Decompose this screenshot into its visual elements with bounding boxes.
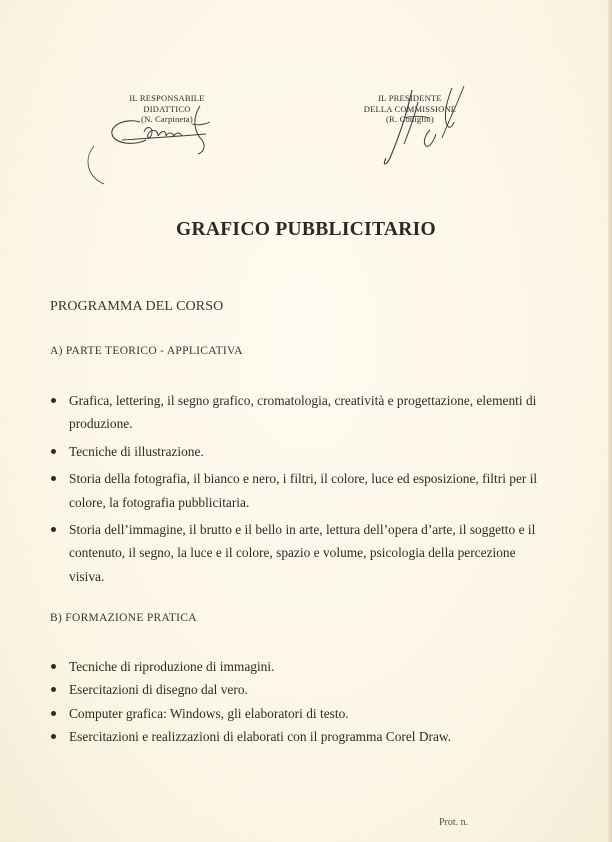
list-item	[51, 440, 551, 463]
bullet-icon	[51, 527, 56, 532]
bullet-icon	[51, 664, 56, 669]
signature-role-line1: IL RESPONSABILE	[129, 93, 205, 103]
section-a-heading: A) PARTE TEORICO - APPLICATIVA	[50, 345, 243, 357]
list-item-text: Computer grafica: Windows, gli elaboratori di testo.	[69, 705, 349, 721]
list-item	[51, 518, 551, 588]
list-item-text: Storia della fotografia, il bianco e nero, i filtri, il colore, luce ed esposizione, filtri per il colore, la fotografia pubblicitaria.	[69, 471, 538, 510]
signature-block-presidente	[350, 93, 470, 125]
list-item	[51, 678, 551, 701]
bullet-icon	[51, 687, 56, 692]
list-item-text: Tecniche di illustrazione.	[69, 443, 204, 459]
bullet-icon	[51, 734, 56, 739]
section-a-list	[51, 389, 551, 592]
bullet-icon	[51, 476, 56, 481]
handwritten-signature-right	[360, 78, 480, 188]
handwritten-signature-left	[82, 88, 212, 198]
list-item	[51, 725, 551, 748]
signature-name: (R. Coniglio)	[386, 114, 434, 124]
bullet-icon	[51, 711, 56, 716]
page-edge-shadow	[608, 0, 612, 842]
program-heading: PROGRAMMA DEL CORSO	[50, 299, 224, 314]
list-item	[51, 467, 551, 514]
list-item	[51, 655, 551, 678]
list-item-text: Grafica, lettering, il segno grafico, cromatologia, creatività e progettazione, elementi di produzione.	[69, 393, 537, 432]
list-item-text: Tecniche di riproduzione di immagini.	[69, 659, 275, 674]
list-item	[51, 389, 551, 436]
signature-role-line2: DIDATTICO	[143, 103, 191, 114]
document-title: GRAFICO PUBBLICITARIO	[175, 219, 436, 240]
list-item	[51, 702, 551, 725]
list-item-text: Esercitazioni e realizzazioni di elaborati con il programma Corel Draw.	[69, 729, 452, 745]
list-item-text: Storia dell’immagine, il brutto e il bello in arte, lettura dell’opera d’arte, il soggetto e il contenuto, il segno, la luce e il colore, spazio e volume, psicologia della percezione visiva.	[69, 522, 536, 584]
list-item-text: Esercitazioni di disegno dal vero.	[69, 682, 248, 698]
bullet-icon	[51, 398, 56, 403]
section-b-list	[51, 655, 551, 749]
protocol-number-label: Prot. n.	[439, 817, 469, 828]
bullet-icon	[51, 449, 56, 454]
section-b-heading: B) FORMAZIONE PRATICA	[50, 612, 197, 624]
signature-role-line2: DELLA COMMISSIONE	[363, 103, 457, 114]
signature-name: (N. Carpineta)	[141, 114, 193, 124]
signature-role-line1: IL PRESIDENTE	[378, 93, 442, 103]
signature-block-responsabile	[112, 93, 222, 125]
